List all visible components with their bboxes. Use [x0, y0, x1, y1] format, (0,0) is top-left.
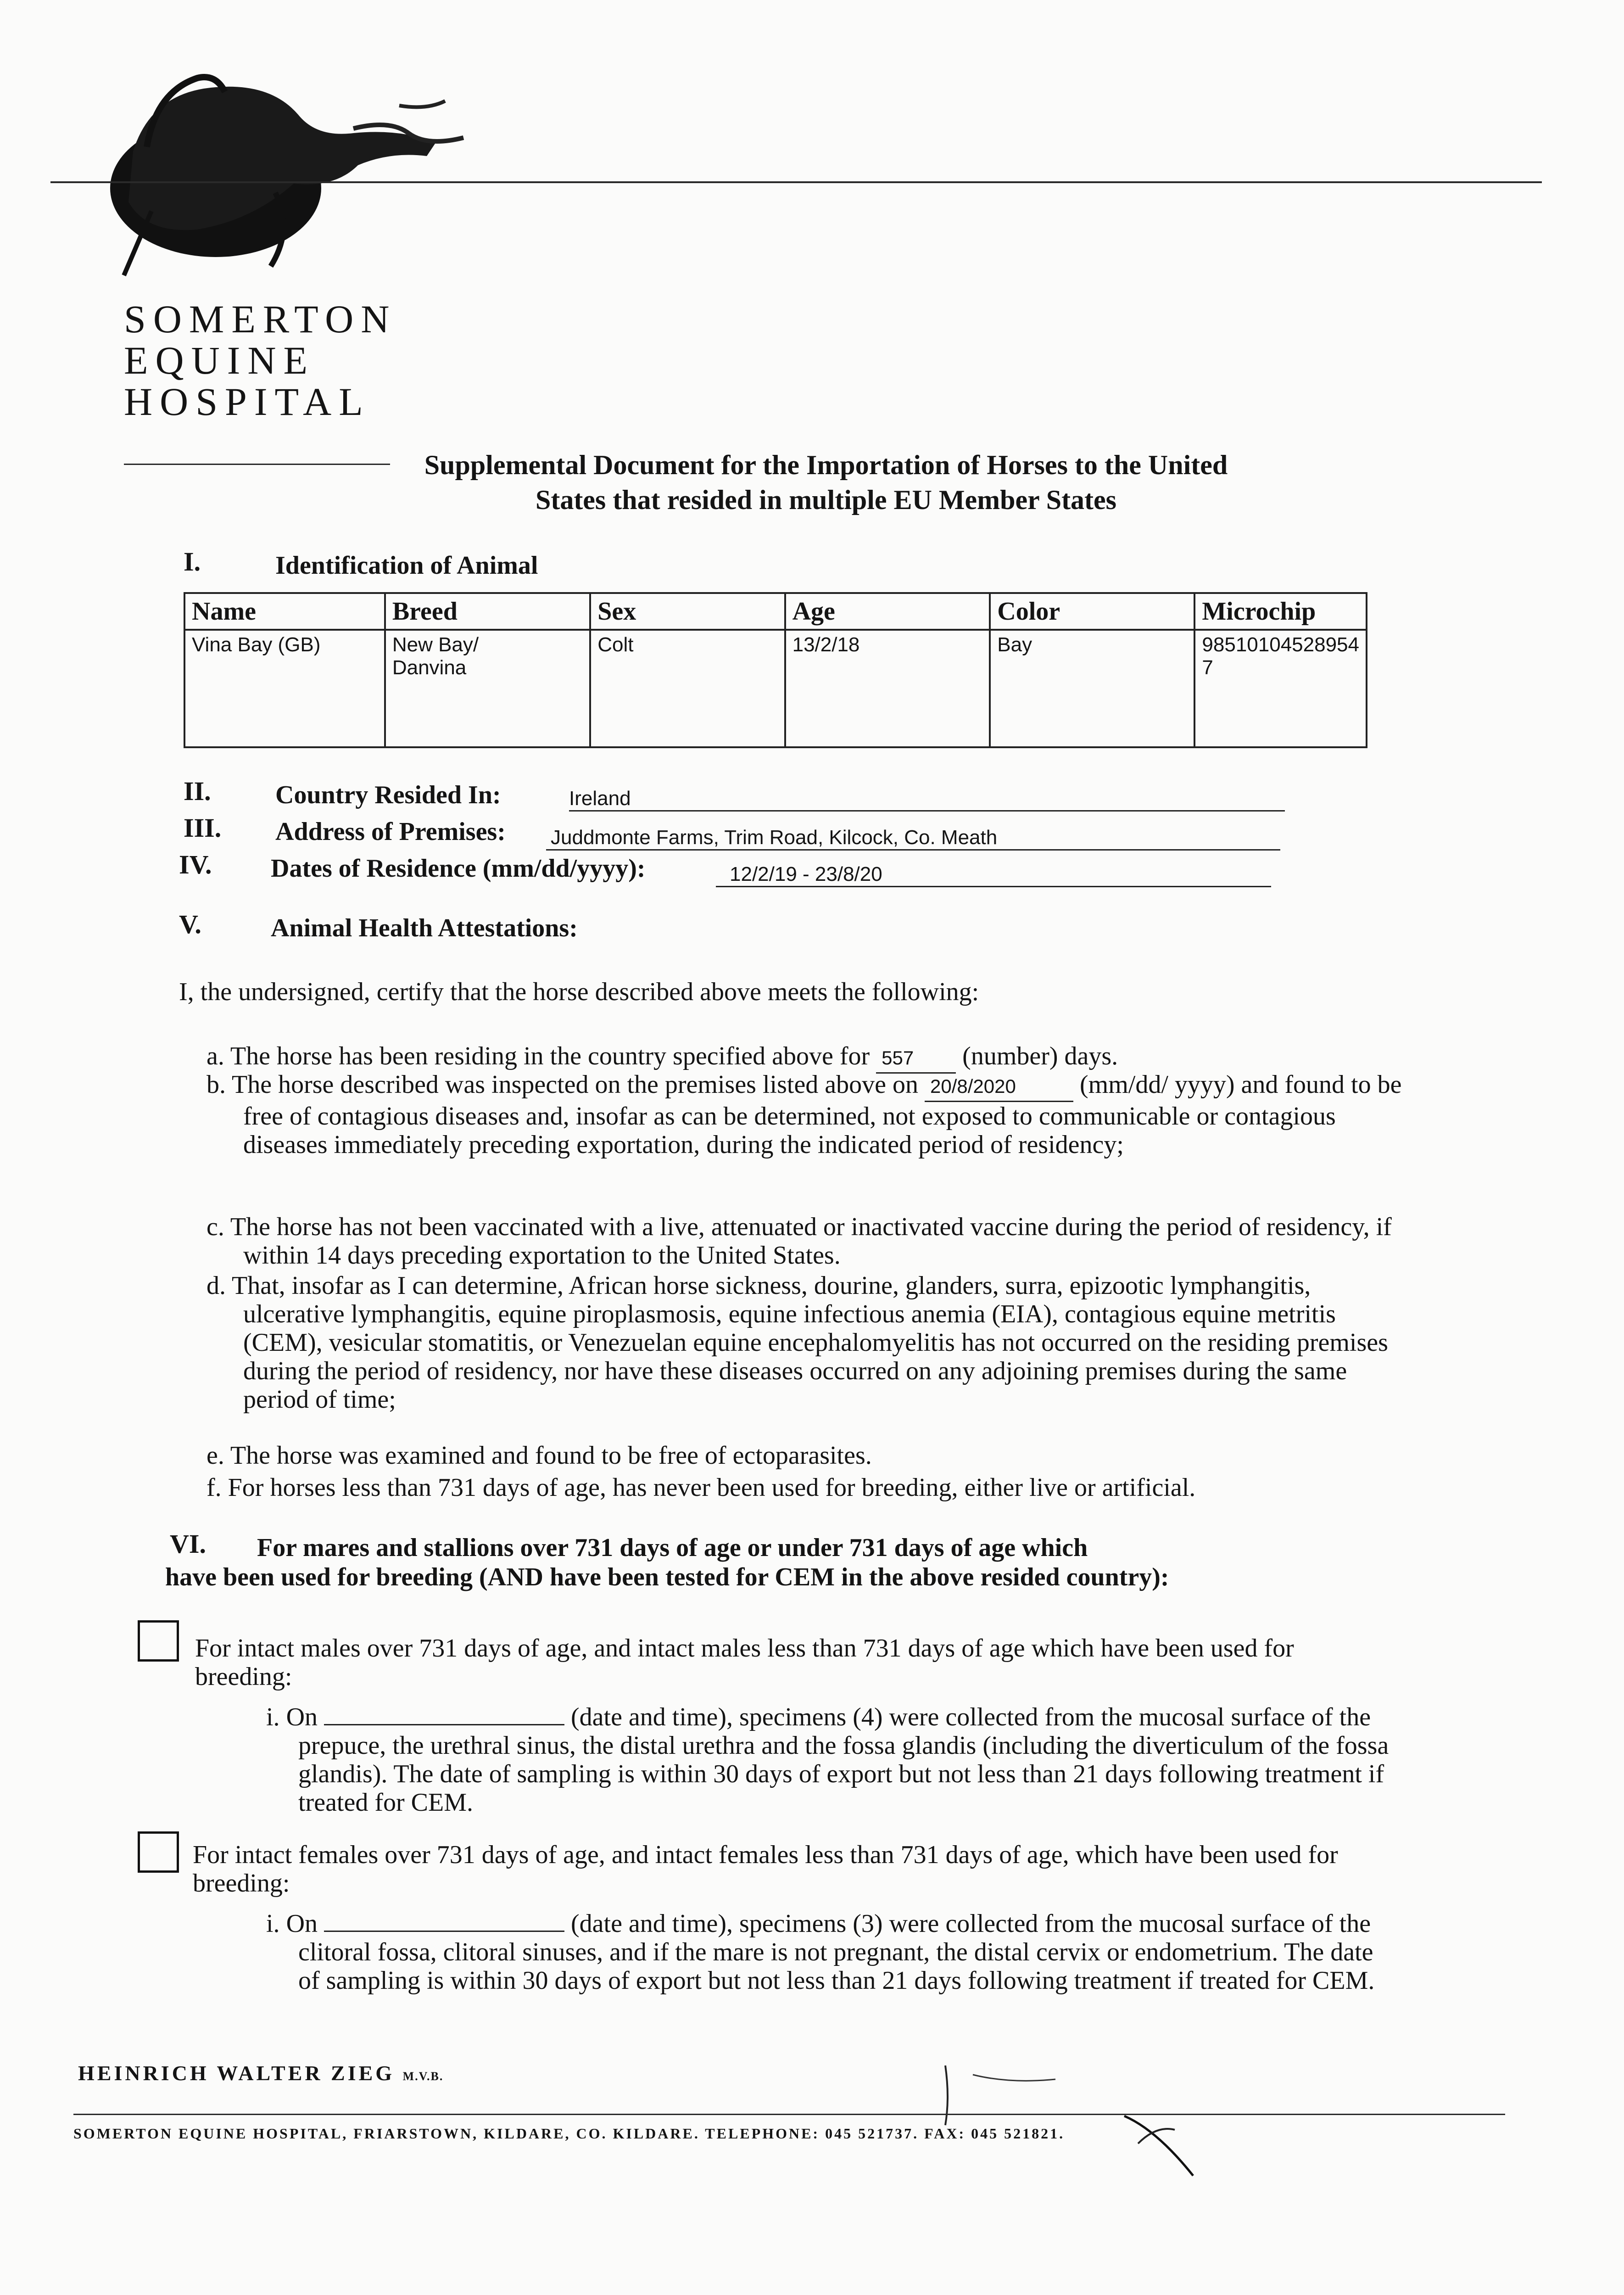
days-value: 557: [876, 1044, 956, 1074]
item-c-text: The horse has not been vaccinated with a live, attenuated or inactivated vaccine during the period of residency, if within 14 days preceding exportation to the United States.: [230, 1213, 1392, 1270]
address-field: [546, 826, 1280, 851]
attestation-f: [206, 1473, 1409, 1502]
hospital-line-3: HOSPITAL: [124, 380, 370, 424]
hospital-name: [124, 298, 396, 422]
country-value: Ireland: [569, 787, 631, 810]
intact-females-checkbox[interactable]: [138, 1831, 179, 1873]
item-a-letter: a.: [206, 1042, 224, 1070]
table-row: [184, 630, 1367, 747]
males-specimen-item: [266, 1703, 1390, 1817]
section-6-label-line-2: have been used for breeding (AND have been tested for CEM in the above resided country):: [165, 1563, 1169, 1591]
footer-address: SOMERTON EQUINE HOSPITAL, FRIARSTOWN, KILDARE, CO. KILDARE. TELEPHONE: 045 521737. FAX: 045 521821.: [73, 2125, 1065, 2142]
cell-age: 13/2/18: [785, 630, 990, 747]
item-c-letter: c.: [206, 1213, 224, 1241]
females-text: For intact females over 731 days of age, and intact females less than 731 days of age, which have been used for breeding:: [193, 1841, 1338, 1898]
item-a-text: The horse has been residing in the country specified above for: [230, 1042, 870, 1070]
attestation-intro: I, the undersigned, certify that the horse described above meets the following:: [179, 978, 979, 1006]
females-specimen-item: [266, 1909, 1390, 1995]
section-5-number: V.: [179, 909, 201, 939]
hospital-line-1: SOMERTON: [124, 297, 397, 341]
col-microchip: Microchip: [1194, 593, 1367, 630]
header-rule: [50, 181, 1542, 183]
intact-males-checkbox[interactable]: [138, 1620, 179, 1662]
section-1-label: Identification of Animal: [275, 551, 538, 580]
item-f-letter: f.: [206, 1473, 222, 1502]
females-i-on: On: [286, 1909, 318, 1938]
inspection-date-value: 20/8/2020: [925, 1072, 1073, 1102]
item-d-text: That, insofar as I can determine, African horse sickness, dourine, glanders, surra, epizootic lymphangitis, ulcerative lymphangitis, equine piroplasmosis, equine infectious anemia (EIA), contagious equine metritis (CEM), vesicular stomatitis, or Venezuelan equine encephalomyelitis has not occurred on the residing premises during the period of residency, nor have these diseases occurred on any adjoining premises during the same period of time;: [232, 1271, 1388, 1414]
attestation-b: [206, 1070, 1418, 1159]
item-e-text: The horse was examined and found to be free of ectoparasites.: [230, 1441, 872, 1470]
title-rule: [124, 464, 390, 465]
section-3-label: Address of Premises:: [275, 817, 506, 846]
section-2-label: Country Resided In:: [275, 781, 501, 809]
item-b-text: The horse described was inspected on the premises listed above on: [232, 1070, 919, 1099]
country-field: [569, 787, 1285, 812]
males-i-number: i.: [266, 1703, 280, 1731]
attestation-c: [206, 1213, 1418, 1270]
animal-id-table: [184, 592, 1367, 748]
section-5-label: Animal Health Attestations:: [271, 914, 578, 942]
title-line-2: States that resided in multiple EU Member States: [535, 485, 1117, 515]
section-3-number: III.: [184, 813, 222, 843]
col-age: Age: [785, 593, 990, 630]
section-6-label-line-1: For mares and stallions over 731 days of age or under 731 days of age which: [257, 1534, 1088, 1562]
vet-name: [78, 2061, 443, 2085]
item-e-letter: e.: [206, 1441, 224, 1470]
section-1-number: I.: [184, 547, 201, 577]
section-6-label: [165, 1533, 1404, 1592]
section-4-label: Dates of Residence (mm/dd/yyyy):: [271, 854, 646, 883]
address-value: Juddmonte Farms, Trim Road, Kilcock, Co. Meath: [551, 826, 998, 849]
vet-name-text: HEINRICH WALTER ZIEG: [78, 2061, 395, 2085]
col-sex: Sex: [590, 593, 785, 630]
cell-name: Vina Bay (GB): [184, 630, 385, 747]
cell-microchip: 98510104528954 7: [1194, 630, 1367, 747]
males-i-on: On: [286, 1703, 318, 1731]
dates-field: [716, 863, 1271, 887]
section-2-number: II.: [184, 776, 211, 806]
females-i-text: (date and time), specimens (3) were collected from the mucosal surface of the clitoral fossa, clitoral sinuses, and if the mare is not pregnant, the distal cervix or endometrium. The date of sampling is within 30 days of export but not less than 21 days following treatment if treated for CEM.: [298, 1909, 1375, 1995]
footer-rule: [73, 2114, 1505, 2115]
cell-breed: New Bay/ Danvina: [385, 630, 590, 747]
vet-suffix: M.V.B.: [402, 2070, 444, 2083]
attestation-e: [206, 1441, 1381, 1470]
section-6-number: VI.: [170, 1529, 206, 1559]
attestation-d: [206, 1271, 1418, 1414]
horse-logo: [78, 37, 491, 294]
cell-color: Bay: [990, 630, 1194, 747]
item-b-suffix: (mm/dd/ yyyy) and found to be free of contagious diseases and, insofar as can be determined, not exposed to communicable or contagious diseases immediately preceding exportation, during the indicated period of residency;: [243, 1070, 1402, 1159]
females-date-field[interactable]: [324, 1931, 564, 1932]
item-a-suffix: (number) days.: [962, 1042, 1118, 1070]
males-date-field[interactable]: [324, 1724, 564, 1725]
males-text: For intact males over 731 days of age, and intact males less than 731 days of age which have been used for breeding:: [195, 1634, 1294, 1691]
dates-value: 12/2/19 - 23/8/20: [730, 863, 882, 885]
col-name: Name: [184, 593, 385, 630]
col-breed: Breed: [385, 593, 590, 630]
item-d-letter: d.: [206, 1271, 226, 1300]
title-line-1: Supplemental Document for the Importation of Horses to the United: [424, 450, 1228, 480]
col-color: Color: [990, 593, 1194, 630]
item-f-text: For horses less than 731 days of age, has never been used for breeding, either live or artificial.: [228, 1473, 1196, 1502]
cell-sex: Colt: [590, 630, 785, 747]
section-4-number: IV.: [179, 850, 212, 879]
document-title: [367, 448, 1285, 517]
hospital-line-2: EQUINE: [124, 338, 315, 382]
females-i-number: i.: [266, 1909, 280, 1938]
males-i-text: (date and time), specimens (4) were collected from the mucosal surface of the prepuce, the urethral sinus, the distal urethra and the fossa glandis (including the diverticulum of the fossa glandis). The date of sampling is within 30 days of export but not less than 21 days following treatment if treated for CEM.: [298, 1703, 1389, 1817]
item-b-letter: b.: [206, 1070, 226, 1099]
attestation-a: [206, 1042, 1381, 1074]
